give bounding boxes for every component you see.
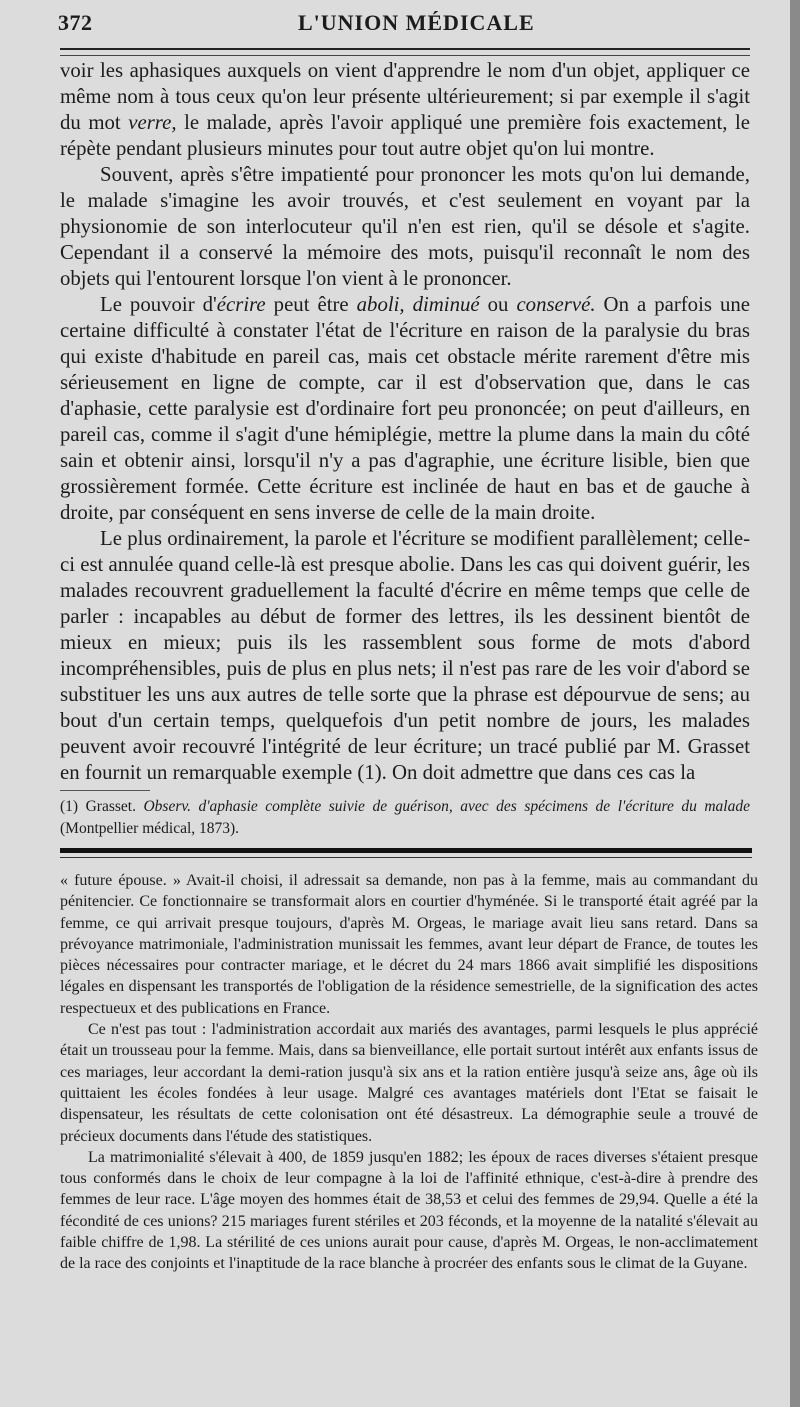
page-binding-edge — [790, 0, 800, 1407]
footnote: (1) Grasset. Observ. d'aphasie complète suivie de guérison, avec des spécimens de l'écriture du malade (Montpellier médical, 1873). — [60, 798, 750, 837]
header-rule — [60, 48, 750, 50]
paragraph-aphasia-naming: voir les aphasiques auxquels on vient d'apprendre le nom d'un objet, appliquer ce même nom à tous ceux qu'on leur présente ultérieurement; si par exemple il s'agit du mot verre, le malade, après l'avoir appliqué une première fois exactement, le répète pendant plusieurs minutes pour tout autre objet qu'on lui montre. — [60, 59, 750, 160]
feuilleton-paragraph-statistics: La matrimonialité s'élevait à 400, de 1859 jusqu'en 1882; les époux de races diverses s'étaient presque tous conformés dans le choix de leur compagne à la loi de l'affinité ethnique, c'est-à-dire à prendre des femmes de leur race. L'âge moyen des hommes était de 38,53 et celui des femmes de 29,94. Quelle a été la fécondité de ces unions? 215 mariages furent stériles et 203 féconds, et la moyenne de la natalité s'élevait au faible chiffre de 1,98. La stérilité de ces unions aurait pour cause, d'après M. Orgeas, le non-acclimatement de la race des conjoints et l'inaptitude de la race blanche à procréer des enfants sous le climat de la Guyane. — [60, 1148, 758, 1273]
paragraph-writing-power: Le pouvoir d'écrire peut être aboli, diminué ou conservé. On a parfois une certaine difficulté à constater l'état de l'écriture en raison de la paralysie du bras qui existe d'habitude en pareil cas, mais cet obstacle mérite rarement d'être mis sérieusement en ligne de compte, car il est d'observation que, dans le cas d'aphasie, cette paralysie est d'ordinaire fort peu prononcée; on peut d'ailleurs, en pareil cas, comme il s'agit d'une hémiplégie, mettre la plume dans la main du côté sain et obtenir ainsi, lorsqu'il n'y a pas d'agraphie, une écriture lisible, bien que grossièrement formée. Cette écriture est inclinée de haut en bas et de gauche à droite, par conséquent en sens inverse de celle de la main droite. — [60, 293, 750, 524]
journal-title: L'UNION MÉDICALE — [298, 10, 535, 35]
feuilleton-paragraph-advantages: Ce n'est pas tout : l'administration accordait aux mariés des avantages, parmi lesquels le plus apprécié était un trousseau pour la femme. Mais, dans sa bienveillance, elle portait surtout intérêt aux enfants issus de ces mariages, leur accordant la demi-ration jusqu'à six ans et la ration entière jusqu'à seize ans, âge où ils quittaient les écoles fondées à leur usage. Malgré ces avantages matériels dont l'Etat se faisait le dispensateur, les résultats de cette colonisation ont été désastreux. La démographie seule a trouvé de précieux documents dans l'étude des statistiques. — [60, 1021, 758, 1145]
paragraph-parallel-recovery: Le plus ordinairement, la parole et l'écriture se modifient parallèlement; celle-ci est annulée quand celle-là est presque abolie. Dans les cas qui doivent guérir, les malades recouvrent graduellement la faculté d'écrire en même temps que celle de parler : incapables au début de former des lettres, ils les dessinent bientôt de mieux en mieux; puis ils les rassemblent sous forme de mots d'abord incompréhensibles, puis de plus en plus nets; il n'est pas rare de les voir d'abord se substituer les uns aux autres de telle sorte que la phrase est dépourvue de sens; au bout d'un certain temps, quelquefois d'un petit nombre de jours, les malades peuvent avoir recouvré l'intégrité de leur écriture; un tracé publié par M. Grasset en fournit un remarquable exemple (1). On doit admettre que dans ces cas la — [60, 527, 750, 784]
header-rule-thin — [60, 55, 750, 56]
feuilleton-paragraph-marriage: « future épouse. » Avait-il choisi, il adressait sa demande, non pas à la femme, mais au commandant du pénitencier. Ce fonctionnaire se transformait alors en courtier d'hyménée. Si le transporté était agréé par la femme, ce qui arrivait presque toujours, d'après M. Orgeas, le mariage avait lieu sans retard. Dans sa prévoyance matrimoniale, l'administration munissait les femmes, avant leur départ de France, de toutes les pièces nécessaires pour contracter mariage, et le décret du 24 mars 1866 avait simplifié les dispositions légales en dispensant les transportés de l'obligation de la résidence semestrielle, de la signification des actes respectueux et des publications en France. — [60, 872, 758, 1017]
running-header — [58, 10, 774, 40]
main-article-text — [60, 58, 750, 786]
feuilleton-separator — [60, 848, 752, 853]
feuilleton-text — [60, 870, 758, 1275]
paragraph-impatience: Souvent, après s'être impatienté pour prononcer les mots qu'on lui demande, le malade s'imagine les avoir trouvés, et c'est seulement en voyant par la physionomie de son interlocuteur qu'il n'en est rien, qu'il se désole et s'agite. Cependant il a conservé la mémoire des mots, puisqu'il reconnaît le nom des objets qui l'entourent lorsque l'on vient à le prononcer. — [60, 163, 750, 290]
feuilleton-separator-thin — [60, 857, 752, 858]
footnote-rule — [60, 790, 150, 791]
page-number: 372 — [58, 10, 93, 35]
